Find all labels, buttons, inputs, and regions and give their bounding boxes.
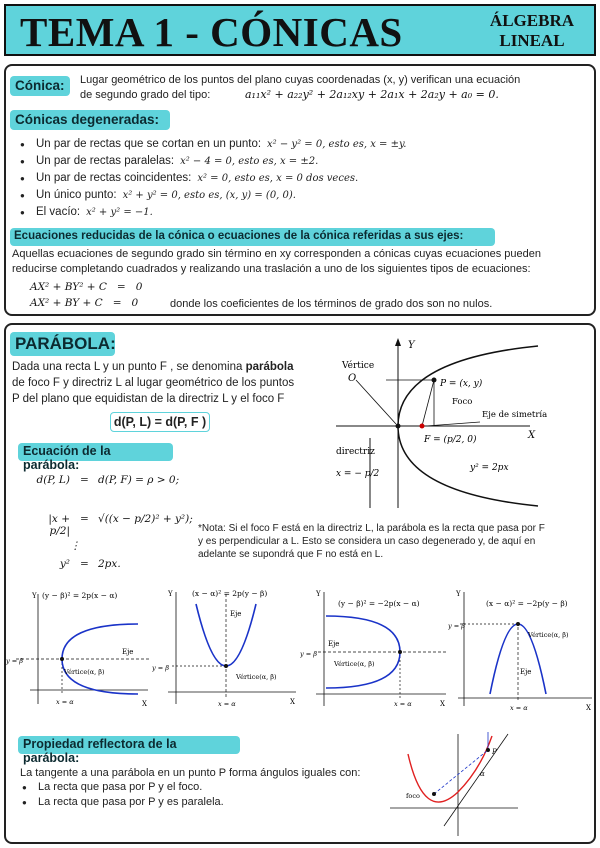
nota-line3: adelante se supondrá que F no está en L.	[198, 549, 384, 560]
conica-definition-line2: de segundo grado del tipo:	[80, 89, 211, 101]
mini-eq: (x − α)² = −2p(y − β)	[486, 599, 568, 608]
parabola-def-line3: P del plano que equidistan de la directriz L y el foco F	[12, 393, 285, 405]
parabola-def-line2: de foco F y directriz L al lugar geométrico de los puntos	[12, 377, 295, 389]
x-axis-label: X	[528, 430, 536, 441]
svg-text:x = α: x = α	[56, 698, 74, 706]
list-item: ● La recta que pasa por P y el foco.	[22, 780, 224, 795]
parabola-equation-label: y² = 2px	[470, 463, 509, 473]
eq-lhs-4: y²	[59, 558, 70, 570]
reducidas-line2: reducirse completando cuadrados y realizando una traslación a uno de los siguientes tipos de ecuaciones:	[12, 263, 531, 275]
svg-text:Y: Y	[168, 590, 173, 598]
focus-point	[420, 424, 425, 429]
focus-eq-label: F = (p/2, 0)	[424, 435, 477, 445]
subject-label: ÁLGEBRA LINEAL	[489, 11, 574, 50]
conica-definition-line1: Lugar geométrico de los puntos del plano cuyas coordenadas (x, y) verifican una ecuación	[80, 74, 521, 86]
svg-text:x = α: x = α	[218, 700, 236, 708]
mini-eq: (x − α)² = 2p(y − β)	[192, 589, 268, 598]
parabola-formula: d(P, L) = d(P, F )	[110, 412, 210, 432]
reflectora-list	[22, 780, 224, 810]
y-axis-label: Y	[408, 340, 415, 351]
mini-figure-down	[448, 582, 596, 712]
vertex-pointer	[356, 380, 396, 424]
reducida-eq-2: AX² + BY + C = 0	[30, 297, 139, 309]
svg-text:Eje: Eje	[230, 610, 242, 618]
list-item: ● Un par de rectas coincidentes: x² = 0, esto es, x = 0 dos veces.	[20, 170, 406, 187]
p-focus-segment	[422, 380, 434, 426]
reducida-eq-1: AX² + BY² + C = 0	[30, 281, 143, 293]
reflectora-heading: Propiedad reflectora de la parábola:	[18, 736, 240, 754]
svg-text:y = β: y = β	[300, 650, 318, 658]
title-banner	[4, 4, 596, 56]
foco-label: Foco	[452, 397, 473, 407]
p-point	[432, 378, 437, 383]
vertex-o-label: O	[348, 373, 357, 384]
mini-figure-up	[152, 582, 300, 712]
y-arrow	[395, 338, 401, 346]
reducidas-note: donde los coeficientes de los términos de grado dos son no nulos.	[170, 298, 493, 310]
nota-line2: y es perpendicular a L. Esto se considera un caso degenerado y, de aquí en	[198, 536, 536, 547]
eq-rhs-2: √((x − p/2)² + y²);	[98, 513, 193, 525]
conica-label: Cónica:	[10, 76, 70, 96]
parabola-def-line1: Dada una recta L y un punto F , se denomina parábola	[12, 361, 294, 373]
svg-text:Eje: Eje	[520, 668, 532, 676]
eq-rhs-1: d(P, F) = ρ > 0;	[98, 474, 180, 486]
parabola-main-figure	[330, 334, 592, 514]
degeneradas-list	[20, 136, 406, 221]
foco-label: foco	[406, 792, 420, 800]
directriz-label: directriz	[336, 447, 375, 457]
mini-eq: (y − β)² = −2p(x − α)	[338, 599, 420, 608]
reducidas-heading: Ecuaciones reducidas de la cónica o ecuaciones de la cónica referidas a sus ejes:	[10, 228, 495, 246]
svg-text:Vértice(α, β): Vértice(α, β)	[64, 668, 105, 676]
svg-text:X: X	[142, 700, 147, 708]
eq-vdots: ⋮	[70, 540, 81, 552]
mini-figure-right	[4, 582, 152, 712]
svg-text:X: X	[586, 704, 591, 712]
reflectora-figure	[384, 728, 524, 838]
tangent-line	[444, 734, 508, 826]
eq-lhs-1: d(P, L)	[36, 474, 70, 486]
p-label: P = (x, y)	[440, 379, 483, 389]
svg-text:y = β: y = β	[448, 622, 466, 630]
reflectora-text: La tangente a una parábola en un punto P forma ángulos iguales con:	[20, 767, 361, 779]
list-item: ● La recta que pasa por P y es paralela.	[22, 795, 224, 810]
list-item: ● El vacío: x² + y² = −1.	[20, 204, 406, 221]
mini-eq: (y − β)² = 2p(x − α)	[42, 591, 118, 600]
svg-text:Eje: Eje	[328, 640, 340, 648]
svg-text:x = α: x = α	[510, 704, 528, 712]
vertex-point	[396, 424, 401, 429]
svg-text:X: X	[440, 700, 445, 708]
conica-general-equation: a₁₁x² + a₂₂y² + 2a₁₂xy + 2a₁x + 2a₂y + a₀ = 0.	[245, 88, 499, 101]
directriz-eq-label: x = − p/2	[336, 469, 380, 479]
svg-text:Y: Y	[32, 592, 37, 600]
mini-figure-left	[300, 582, 448, 712]
list-item: ● Un único punto: x² + y² = 0, esto es, (x, y) = (0, 0).	[20, 187, 406, 204]
eq-rhs-4: 2px.	[98, 558, 121, 570]
degeneradas-heading: Cónicas degeneradas:	[10, 110, 170, 130]
eq-lhs-2: |x + p/2|	[48, 513, 70, 537]
reducidas-line1: Aquellas ecuaciones de segundo grado sin término en xy corresponden a cónicas cuyas ecuaciones pueden	[12, 248, 541, 260]
svg-text:Eje: Eje	[122, 648, 134, 656]
svg-text:Y: Y	[316, 590, 321, 598]
list-item: ● Un par de rectas que se cortan en un punto: x² − y² = 0, esto es, x = ±y.	[20, 136, 406, 153]
parabola-heading: PARÁBOLA:	[10, 332, 115, 356]
p-label: P	[492, 748, 497, 756]
svg-text:x = α: x = α	[394, 700, 412, 708]
svg-text:X: X	[290, 698, 295, 706]
svg-text:Y: Y	[456, 590, 461, 598]
vertex-label: Vértice	[342, 361, 375, 371]
alpha-label: α	[480, 770, 485, 778]
svg-text:Vértice(α, β): Vértice(α, β)	[334, 660, 375, 668]
svg-text:y = β: y = β	[152, 664, 170, 672]
page-title: TEMA 1 - CÓNICAS	[20, 9, 403, 55]
ecuacion-heading: Ecuación de la parábola:	[18, 443, 173, 461]
svg-text:Vértice(α, β): Vértice(α, β)	[528, 631, 569, 639]
nota-line1: *Nota: Si el foco F está en la directriz L, la parábola es la recta que pasa por F	[198, 523, 545, 534]
svg-text:y = β: y = β	[6, 657, 24, 665]
svg-text:Vértice(α, β): Vértice(α, β)	[236, 673, 277, 681]
eje-label: Eje de simetría	[482, 410, 548, 420]
list-item: ● Un par de rectas paralelas: x² − 4 = 0, esto es, x = ±2.	[20, 153, 406, 170]
